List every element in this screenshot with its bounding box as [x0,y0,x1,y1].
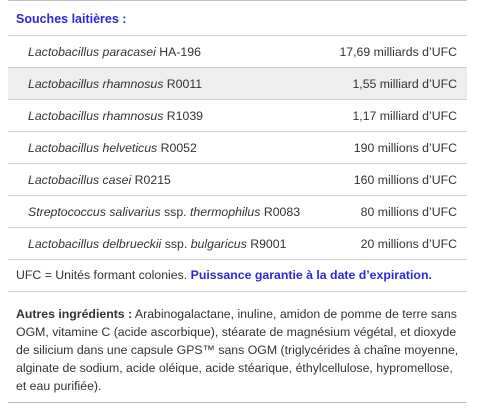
strain-row [8,227,467,259]
section-title: Souches laitières : [16,12,127,26]
strain-name [28,109,203,123]
strain-qualifier: ssp. [164,236,188,251]
strain-name [28,141,197,155]
strain-amount: 17,69 milliards d’UFC [339,44,457,59]
strain-code: R0052 [160,140,197,155]
strain-amount: 190 millions d’UFC [353,140,457,155]
strain-species: Lactobacillus delbrueckii [28,236,162,251]
strain-code: R9001 [250,236,287,251]
strain-code: R1039 [166,108,204,123]
strain-amount: 1,55 milliard d’UFC [352,76,457,91]
strain-species: Lactobacillus casei [28,172,132,187]
strain-species: Lactobacillus paracasei [28,44,156,59]
bottom-divider [8,402,467,403]
strain-amount: 1,17 milliard d’UFC [352,108,457,123]
strain-name [28,77,202,91]
strain-code: HA-196 [159,44,201,59]
strain-row [8,163,467,195]
strain-species: Lactobacillus rhamnosus [28,76,164,91]
strain-name [28,45,201,59]
strain-subspecies: bulgaricus [190,236,247,251]
strain-species: Streptococcus salivarius [28,204,161,219]
strain-code: R0215 [134,172,171,187]
strain-amount: 80 millions d’UFC [360,204,457,219]
strain-species: Lactobacillus rhamnosus [28,108,164,123]
ufc-note [8,259,467,292]
supplement-facts-panel [8,0,467,395]
other-ingredients-text: Arabinogalactane, inuline, amidon de pomme de terre sans OGM, vitamine C (acide ascorbique), stéarate de magnésium végétal, et dioxyde de silicium dans une capsule GPS™ sans OGM (triglycérides à chaîne moyenne, alginate de sodium, acide oléique, acide stéarique, éthylcellulose, hypromellose, et eau purifiée). [16,307,459,393]
strain-name [28,205,300,219]
strain-amount: 20 millions d’UFC [360,236,457,251]
strain-row [8,131,467,163]
strain-row [8,99,467,131]
strain-amount: 160 millions d’UFC [353,172,457,187]
strain-row [8,35,467,67]
other-ingredients [8,292,467,395]
strain-name [28,237,286,251]
potency-statement: Puissance garantie à la date d’expiration. [190,268,432,282]
strain-species: Lactobacillus helveticus [28,140,158,155]
strain-name [28,173,171,187]
strain-code: R0083 [263,204,301,219]
strain-qualifier: ssp. [164,204,187,219]
strain-subspecies: thermophilus [190,204,261,219]
ufc-definition: UFC = Unités formant colonies. [16,268,188,282]
other-ingredients-label: Autres ingrédients : [16,307,133,321]
strain-code: R0011 [166,76,203,91]
strain-row [8,195,467,227]
strain-row [8,67,467,99]
